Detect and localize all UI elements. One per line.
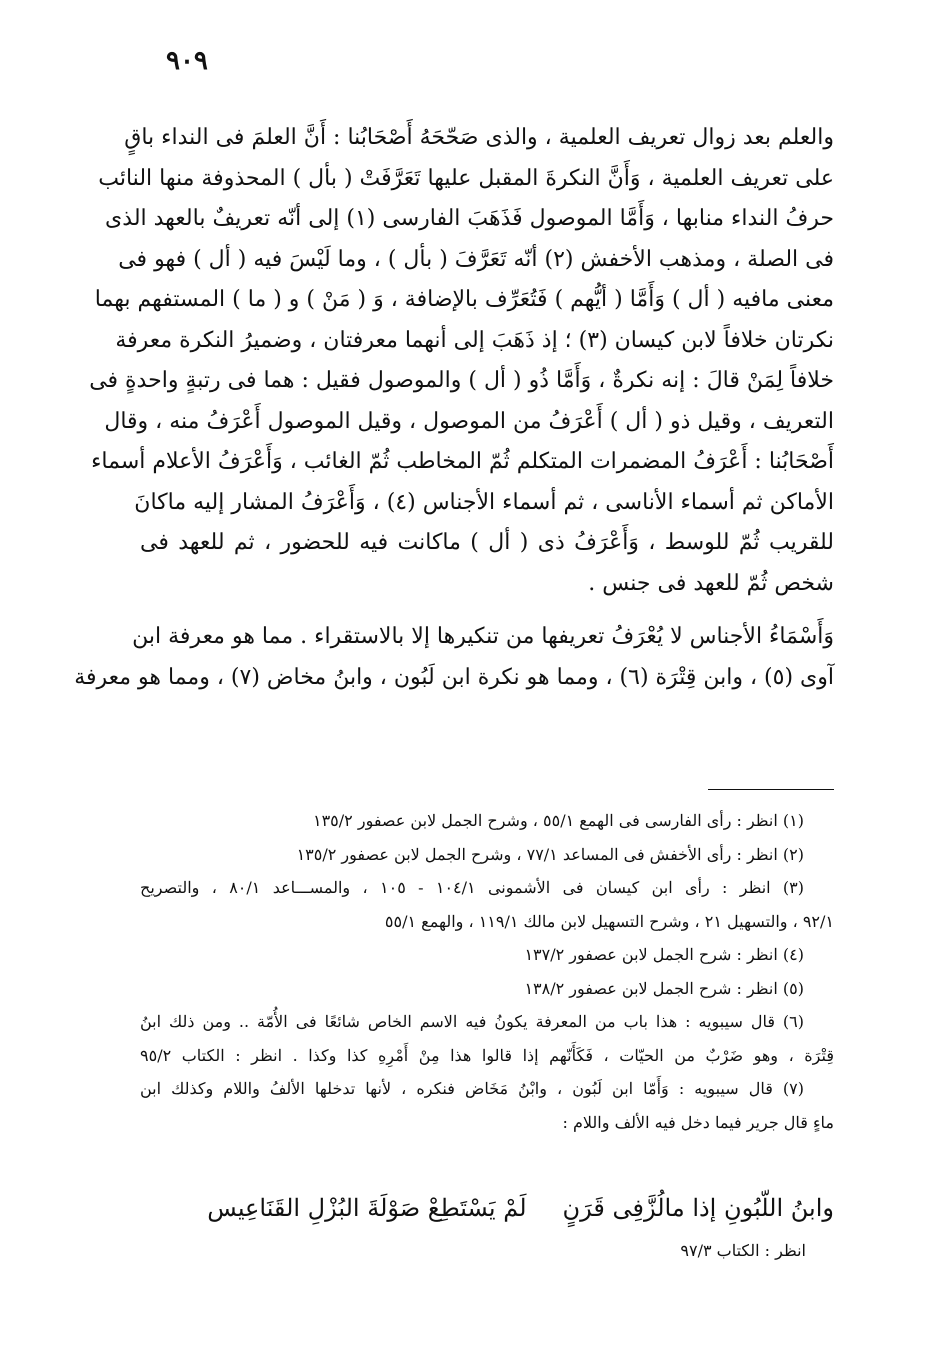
text-line: الأماكن ثم أسماء الأناسى ، ثم أسماء الأجناس (٤) ، وَأَعْرَفُ المشار إليه ماكانَ — [134, 489, 834, 515]
main-text — [74, 118, 834, 698]
page-number: ٩٠٩ — [166, 46, 208, 76]
footnote-6: (٦) قال سيبويه : هذا باب من المعرفة يكونُ فيه الاسم الخاص شائعًا فى الأُمّة .. ومن ذلك ابنُ — [140, 1012, 804, 1031]
footnote-4: (٤) انظر : شرح الجمل لابن عصفور ١٣٧/٢ — [524, 945, 804, 964]
text-line: التعريف ، وقيل ذو ( أل ) أَعْرَفُ من الموصول ، وقيل الموصول أَعْرَفُ منه ، وقال — [104, 408, 834, 434]
text-line: خلافاً لِمَنْ قالَ : إنه نكرةٌ ، وَأَمَّا ذُو ( أل ) والموصول فقيل : هما فى رتبةٍ واحدةٍ فى — [89, 368, 834, 393]
footnote-2: (٢) انظر : رأى الأخفش فى المساعد ٧٧/١ ، وشرح الجمل لابن عصفور ١٣٥/٢ — [296, 844, 804, 864]
text-line: وَأَسْمَاءُ الأجناس لا يُعْرَفُ تعريفها من تنكيرها إلا بالاستقراء . مما هو معرفة ابن — [132, 624, 834, 649]
footnote-3: (٣) انظر : رأى ابن كيسان فى الأشمونى ١٠٤/١ - ١٠٥ ، والمســـاعد ٨٠/١ ، والتصريح — [140, 878, 805, 897]
text-line: معنى مافيه ( أل ) وَأَمَّا ( أيُّهم ) فَتُعَرِّف بالإضافة ، وَ ( مَنْ ) و ( ما ) المستفهم بهما — [94, 287, 834, 312]
verse-reference: انظر : الكتاب ٩٧/٣ — [680, 1241, 806, 1260]
footnotes — [140, 804, 834, 1139]
text-line: على تعريف العلمية ، وَأَنَّ النكرةَ المقبل عليها تَعَرَّفَتْ ( بأل ) المحذوفة منها النائب — [98, 165, 834, 191]
footnote-6-cont: قِتْرَة ، وهو ضَرْبٌ من الحيّات ، فَكَأَنّهم إذا قالوا هذا مِنْ أَمْرِهِ كذا وكذا . انظر : الكتاب ٩٥/٢ — [140, 1045, 834, 1065]
text-line: للقريب ثُمّ للوسط ، وَأَعْرَفُ ذى ( أل ) ماكانت فيه للحضور ، ثم للعهد فى — [140, 530, 834, 555]
footnote-1: (١) انظر : رأى الفارسى فى الهمع ٥٥/١ ، وشرح الجمل لابن عصفور ١٣٥/٢ — [312, 811, 804, 830]
verse-first-hemistich: وابنُ اللّبُونِ إذا مالُزَّفِى قَرَنٍ — [562, 1194, 834, 1222]
poetry-verse — [170, 1186, 834, 1230]
paragraph-2 — [74, 617, 834, 698]
footnote-5: (٥) انظر : شرح الجمل لابن عصفور ١٣٨/٢ — [524, 978, 804, 998]
text-line: أَصْحَابُنا : أَعْرَفُ المضمرات المتكلم ثُمّ المخاطب ثُمّ الغائب ، وَأَعْرَفُ الأعلام أسماء — [91, 449, 834, 474]
text-line: فى الصلة ، ومذهب الأخفش (٢) أنّه تَعَرَّفَ ( بأل ) ، وما لَيْسَ فيه ( أل ) فهو فى — [118, 246, 834, 272]
text-line: والعلم بعد زوال تعريف العلمية ، والذى صَحّحَهُ أَصْحَابُنا : أَنَّ العلمَ فى النداء باقٍ — [124, 125, 834, 150]
footnote-divider — [708, 789, 834, 790]
footnote-3-cont: ٩٢/١ ، والتسهيل ٢١ ، وشرح التسهيل لابن مالك ١١٩/١ ، والهمع ٥٥/١ — [384, 911, 834, 931]
text-line: شخص ثُمّ للعهد فى جنس . — [588, 570, 834, 596]
footnote-7: (٧) قال سيبويه : وَأَمّا ابن لَبُون ، وابْنُ مَخَاض فنكره ، لأنها تدخلها الألفُ واللام وكذلك ابن — [140, 1079, 804, 1098]
paragraph-1 — [89, 118, 834, 604]
text-line: حرفُ النداء منابها ، وَأَمَّا الموصول فَذَهَبَ الفارسى (١) إلى أنّه تعريفٌ بالعهد الذى — [105, 206, 834, 231]
text-line: نكرتان خلافاً لابن كيسان (٣) ؛ إذ ذَهَبَ إلى أنهما معرفتان ، وضميرُ النكرة معرفة — [115, 327, 834, 353]
footnote-7-cont: ماءٍ قال جرير فيما دخل فيه الألف واللام : — [562, 1112, 834, 1132]
text-line: آوى (٥) ، وابن قِتْرَة (٦) ، ومما هو نكرة ابن لَبُون ، وابنُ مخاض (٧) ، ومما هو معرفة — [74, 664, 834, 690]
verse-second-hemistich: لَمْ يَسْتَطِعْ صَوْلَةَ البُزْلِ القَنَاعِيس — [207, 1194, 527, 1222]
